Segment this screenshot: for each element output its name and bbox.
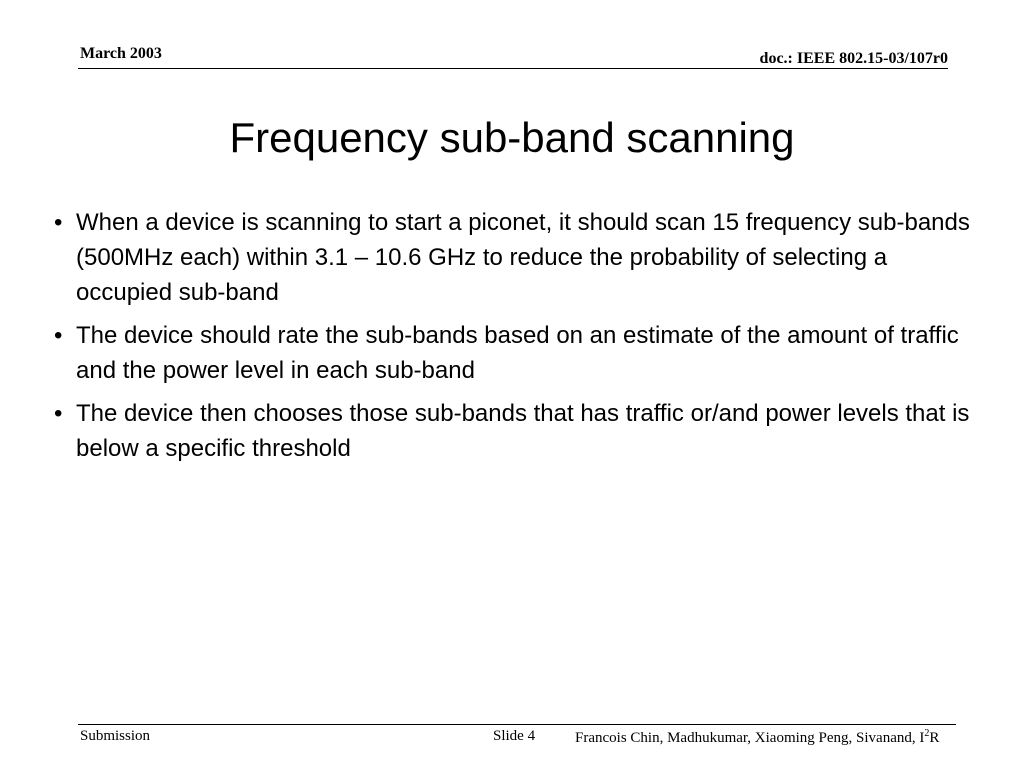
bullet-icon: •	[54, 209, 63, 236]
footer-slide-number: Slide 4	[493, 728, 536, 744]
bullet-item	[52, 396, 987, 466]
header-divider	[78, 68, 948, 69]
bullet-text: The device then chooses those sub-bands that has traffic or/and power levels that is below a specific threshold	[76, 400, 970, 462]
footer-authors	[575, 728, 939, 747]
bullet-text: When a device is scanning to start a piconet, it should scan 15 frequency sub-bands (500MHz each) within 3.1 – 10.6 GHz to reduce the probability of selecting a occupied sub-band	[76, 209, 970, 306]
footer-authors-superscript: 2	[924, 728, 930, 739]
bullet-icon: •	[54, 400, 63, 427]
bullet-list	[52, 205, 987, 474]
header-doc-id: doc.: IEEE 802.15-03/107r0	[759, 50, 948, 67]
header-date: March 2003	[80, 45, 162, 62]
footer-authors-text: Francois Chin, Madhukumar, Xiaoming Peng, Sivanand, I	[575, 730, 925, 746]
bullet-icon: •	[54, 322, 63, 349]
bullet-item	[52, 318, 987, 388]
bullet-text: The device should rate the sub-bands based on an estimate of the amount of traffic and the power level in each sub-band	[76, 322, 959, 384]
footer-authors-tail: R	[929, 730, 940, 746]
bullet-item	[52, 205, 987, 310]
slide-title: Frequency sub-band scanning	[229, 114, 795, 161]
footer-divider	[78, 724, 956, 725]
footer-submission: Submission	[80, 728, 151, 744]
